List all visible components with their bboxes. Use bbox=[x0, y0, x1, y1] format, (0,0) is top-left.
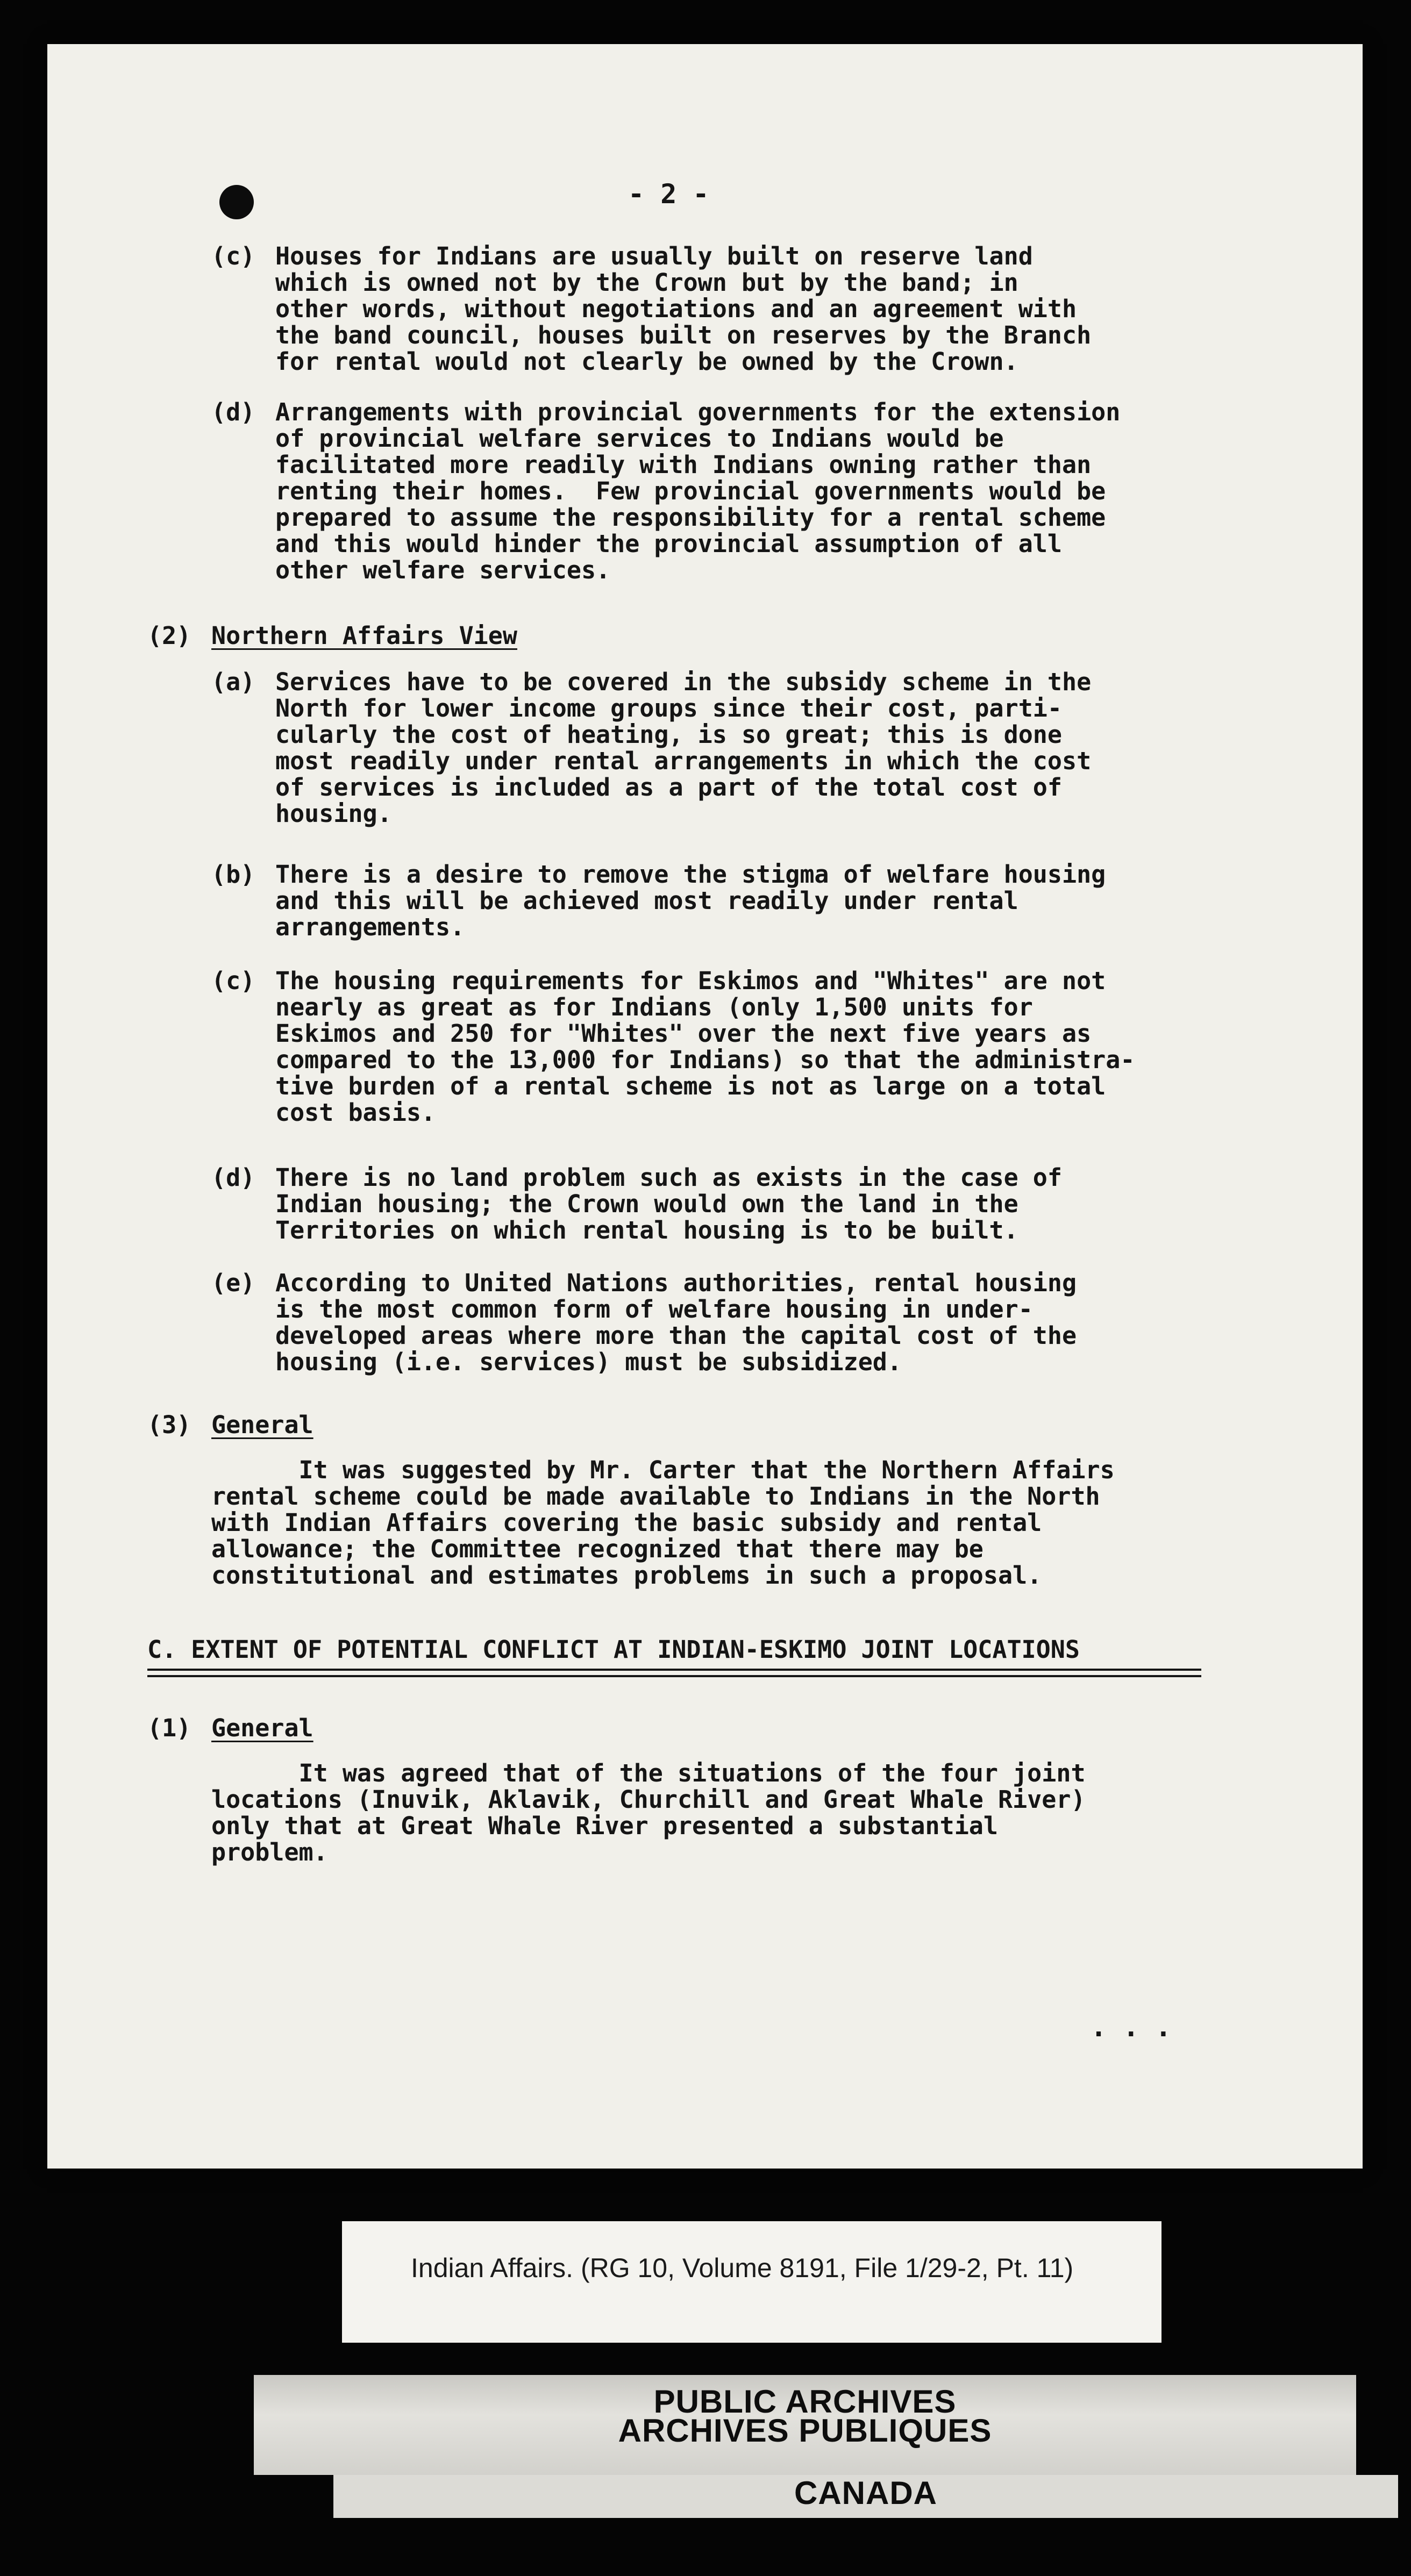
general-heading: General bbox=[211, 1411, 313, 1439]
section-c-number: (1) bbox=[147, 1714, 191, 1742]
na-item-label-e: (e) bbox=[211, 1269, 255, 1297]
item-text-c: Houses for Indians are usually built on reserve land which is owned not by the Crown but by the band; in other words, without negotiations and an agreement with the band council, houses built on reserves by the Branch for rental would not clearly be owned by the Crown. bbox=[275, 242, 1092, 376]
na-item-label-a: (a) bbox=[211, 668, 255, 696]
na-item-text-a: Services have to be covered in the subsidy scheme in the North for lower income groups since their cost, parti- cularly the cost of heating, is so great; this is done most readily under rental arrangements in which the cost of services is included as a part of the total cost of housing. bbox=[275, 668, 1092, 828]
archive-stamp-line1: PUBLIC ARCHIVES bbox=[653, 2384, 957, 2420]
na-item-label-b: (b) bbox=[211, 860, 255, 889]
section-c-general-heading: General bbox=[211, 1714, 313, 1742]
archive-reference: Indian Affairs. (RG 10, Volume 8191, File 1/29-2, Pt. 11) bbox=[411, 2253, 1074, 2283]
page-number: - 2 - bbox=[628, 178, 709, 210]
ink-blot bbox=[219, 185, 254, 219]
archive-stamp-line3: CANADA bbox=[794, 2475, 937, 2511]
item-label-d: (d) bbox=[211, 398, 255, 426]
na-item-text-e: According to United Nations authorities, rental housing is the most common form of welfare housing in under- developed areas where more than the capital cost of the housing (i.e. services) must be subsidized. bbox=[275, 1269, 1077, 1376]
northern-affairs-heading: Northern Affairs View bbox=[211, 621, 517, 650]
na-item-label-c: (c) bbox=[211, 967, 255, 995]
section-number-3: (3) bbox=[147, 1411, 191, 1439]
document-page bbox=[47, 44, 1363, 2169]
na-item-text-c: The housing requirements for Eskimos and "Whites" are not nearly as great as for Indians (only 1,500 units for Eskimos and 250 for "Whites" over the next five years as compared to the 13,000 for Indians) so that the administra- tive burden of a rental scheme is not as large on a total cost basis. bbox=[275, 967, 1135, 1127]
na-item-text-b: There is a desire to remove the stigma of welfare housing and this will be achieved most readily under rental arrangements. bbox=[275, 860, 1106, 941]
section-c-paragraph: It was agreed that of the situations of the four joint locations (Inuvik, Aklavik, Churchill and Great Whale River) only that at Great Whale River presented a substantial problem. bbox=[211, 1759, 1086, 1866]
na-item-text-d: There is no land problem such as exists in the case of Indian housing; the Crown would own the land in the Territories on which rental housing is to be built. bbox=[275, 1163, 1062, 1244]
na-item-label-d: (d) bbox=[211, 1163, 255, 1192]
archive-stamp-line2: ARCHIVES PUBLIQUES bbox=[618, 2413, 992, 2449]
archive-reference-card bbox=[342, 2221, 1161, 2343]
item-text-d: Arrangements with provincial governments for the extension of provincial welfare services to Indians would be facilitated more readily with Indians owning rather than renting their homes. Few provincial governments would be prepared to assume the responsibility for a rental scheme and this would hinder the provincial assumption of all other welfare services. bbox=[275, 398, 1121, 584]
archive-stamp-strip bbox=[254, 2375, 1356, 2475]
section-number-2: (2) bbox=[147, 621, 191, 650]
general-paragraph: It was suggested by Mr. Carter that the Northern Affairs rental scheme could be made available to Indians in the North with Indian Affairs covering the basic subsidy and rental allowance; the Committee recognized that there may be constitutional and estimates problems in such a proposal. bbox=[211, 1456, 1115, 1590]
continuation-dots: . . . bbox=[1091, 2012, 1172, 2043]
item-label-c: (c) bbox=[211, 242, 255, 270]
heading-underline-double bbox=[147, 1675, 1201, 1677]
section-c-heading: C. EXTENT OF POTENTIAL CONFLICT AT INDIAN-ESKIMO JOINT LOCATIONS bbox=[147, 1635, 1080, 1664]
heading-underline bbox=[147, 1669, 1201, 1671]
archive-stamp-strip-lower bbox=[333, 2475, 1398, 2518]
